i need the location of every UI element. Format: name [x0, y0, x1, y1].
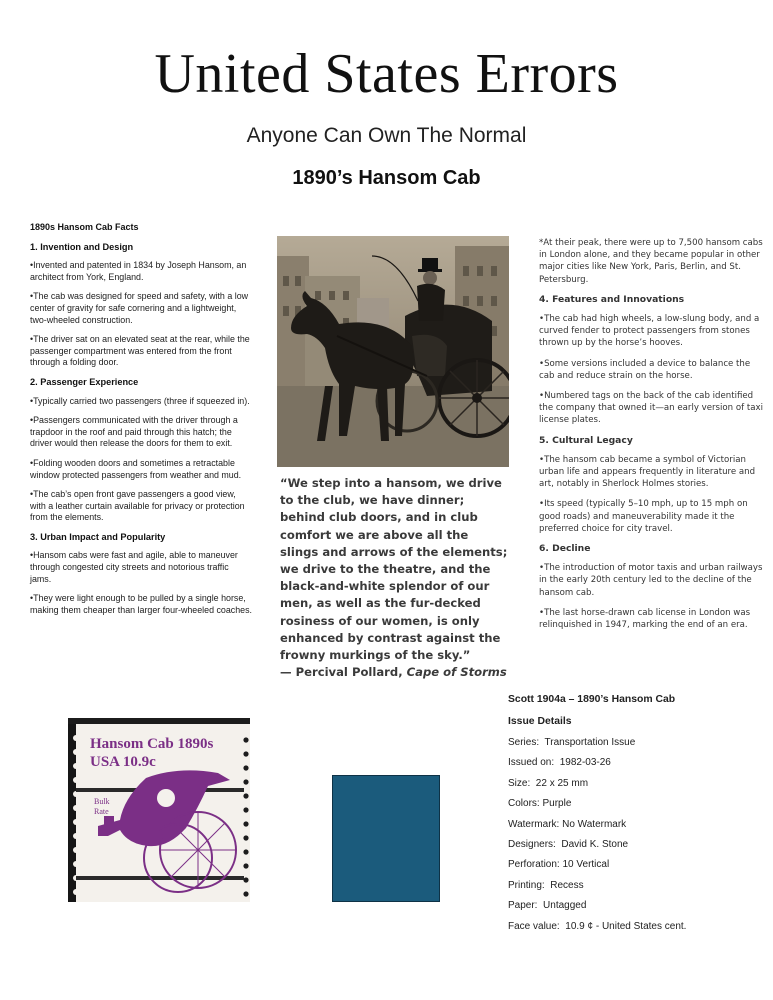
section-heading: 4. Features and Innovations [539, 293, 685, 305]
fact-bullet: *At their peak, there were up to 7,500 hansom cabs in London alone, and they became popular in other major cities like New York, Paris, Berlin, and St. Petersburg. [539, 238, 763, 285]
detail-row-printing [508, 879, 758, 892]
quote-text: “We step into a hansom, we drive to the club, we have dinner; behind club doors, and in club comfort we are above all the slings and arrows of the elements; we drive to the theatre, and the black-and-white splendor of our men, as well as the fur-decked rosiness of our women, is only enhanced by contrast against the frowny murkings of the sky.” [280, 476, 508, 663]
quote-attribution [280, 664, 510, 681]
detail-row-size [508, 777, 758, 790]
detail-label: Series: [508, 737, 540, 748]
fact-bullet: •Numbered tags on the back of the cab identified the company that owned it—an early version of taxi license plates. [539, 391, 763, 426]
fact-bullet: •Invented and patented in 1834 by Joseph Hansom, an architect from York, England. [30, 260, 247, 282]
scott-number: Scott 1904a – 1890’s Hansom Cab [508, 694, 676, 705]
detail-value: No Watermark [562, 818, 627, 830]
detail-row-watermark [508, 818, 758, 831]
fact-bullet: •Folding wooden doors and sometimes a retractable window protected passengers from weather and mud. [30, 457, 242, 480]
subject-heading: 1890’s Hansom Cab [292, 167, 481, 189]
quote-author: — Percival Pollard, [280, 665, 407, 680]
detail-label: Colors: [508, 798, 540, 810]
fact-bullet: •Some versions included a device to balance the cab and reduce strain on the horse. [539, 358, 751, 381]
pollard-quote [280, 475, 510, 681]
hansom-cab-engraving-icon [277, 236, 509, 467]
facts-title: 1890s Hansom Cab Facts [30, 222, 139, 232]
fact-bullet: •The cab was designed for speed and safety, with a low center of gravity for safe cornering and a lightweight, two-wheeled construction. [30, 291, 249, 325]
stamp-image [68, 718, 250, 902]
detail-value: 1982-03-26 [559, 757, 611, 769]
stamp-line-2: USA 10.9c [90, 754, 156, 770]
fact-bullet: •The last horse-drawn cab license in London was relinquished in 1947, marking the end of an era. [539, 607, 751, 631]
detail-value: Untagged [543, 900, 587, 912]
fact-bullet: •The cab had high wheels, a low-slung body, and a curved fender to protect passengers from stones thrown up by the horse’s hooves. [539, 314, 760, 349]
stamp-line-1: Hansom Cab 1890s [90, 736, 214, 752]
fact-bullet: •Passengers communicated with the driver through a trapdoor in the roof and paid through this hatch; the driver would then release the doors for them to exit. [30, 415, 238, 449]
fact-bullet: •Its speed (typically 5–10 mph, up to 15 mph on good roads) and maneuverability made it the preferred choice for city travel. [539, 499, 748, 534]
detail-label: Watermark: [508, 818, 560, 830]
detail-value: Recess [550, 879, 584, 891]
fact-bullet: •The driver sat on an elevated seat at the rear, while the passenger compartment was entered from the front through a folding door. [30, 334, 250, 368]
detail-label: Face value: [508, 920, 560, 932]
fact-bullet: •They were light enough to be pulled by a single horse, making them cheaper than larger four-wheeled coaches. [30, 593, 253, 615]
detail-label: Designers: [508, 838, 556, 850]
fact-bullet: •The introduction of motor taxis and urban railways in the early 20th century led to the decline of the hansom cab. [539, 563, 763, 598]
detail-label: Perforation: [508, 859, 560, 871]
fact-bullet: •The cab’s open front gave passengers a good view, with a leather curtain available for privacy or protection from the elements. [30, 489, 245, 523]
tagline: Anyone Can Own The Normal [246, 124, 527, 147]
detail-value: Transportation Issue [544, 737, 636, 748]
detail-row-face-value [508, 920, 758, 933]
facts-column-left [30, 222, 252, 624]
section-heading: 6. Decline [539, 543, 591, 555]
hansom-cab-illustration [277, 236, 509, 467]
detail-value: David K. Stone [561, 838, 629, 850]
detail-label: Paper: [508, 900, 538, 912]
detail-value: Purple [542, 798, 572, 810]
detail-row-colors [508, 797, 758, 810]
detail-label: Issued on: [508, 757, 555, 769]
color-swatch [332, 775, 440, 902]
stamp-precancel-2: Rate [94, 807, 109, 816]
facts-column-right [539, 237, 764, 639]
quote-book-title: Cape of Storms [406, 665, 507, 680]
section-heading: 1. Invention and Design [30, 241, 134, 252]
stamp-precancel-1: Bulk [94, 797, 110, 806]
fact-bullet: •Typically carried two passengers (three if squeezed in). [30, 395, 250, 406]
fact-bullet: •Hansom cabs were fast and agile, able to maneuver through congested city streets and notorious traffic jams. [30, 550, 238, 584]
page-title: United States Errors [154, 43, 619, 105]
detail-value: 10.9 ¢ - United States cent. [565, 920, 687, 932]
issue-details-title: Issue Details [508, 716, 572, 727]
detail-row-perforation [508, 858, 758, 871]
detail-row-designers [508, 838, 758, 851]
detail-row-paper [508, 899, 758, 912]
issue-details [508, 693, 758, 940]
section-heading: 5. Cultural Legacy [539, 434, 633, 446]
detail-label: Printing: [508, 879, 545, 891]
detail-row-issued [508, 756, 758, 769]
section-heading: 2. Passenger Experience [30, 376, 139, 387]
section-heading: 3. Urban Impact and Popularity [30, 531, 166, 542]
fact-bullet: •The hansom cab became a symbol of Victorian urban life and appears frequently in literature and art, notably in Sherlock Holmes stories. [539, 454, 756, 490]
detail-value: 22 x 25 mm [535, 777, 589, 789]
detail-label: Size: [508, 777, 531, 789]
detail-value: 10 Vertical [562, 859, 610, 871]
hansom-cab-stamp-icon [68, 718, 250, 902]
detail-row-series [508, 736, 758, 749]
